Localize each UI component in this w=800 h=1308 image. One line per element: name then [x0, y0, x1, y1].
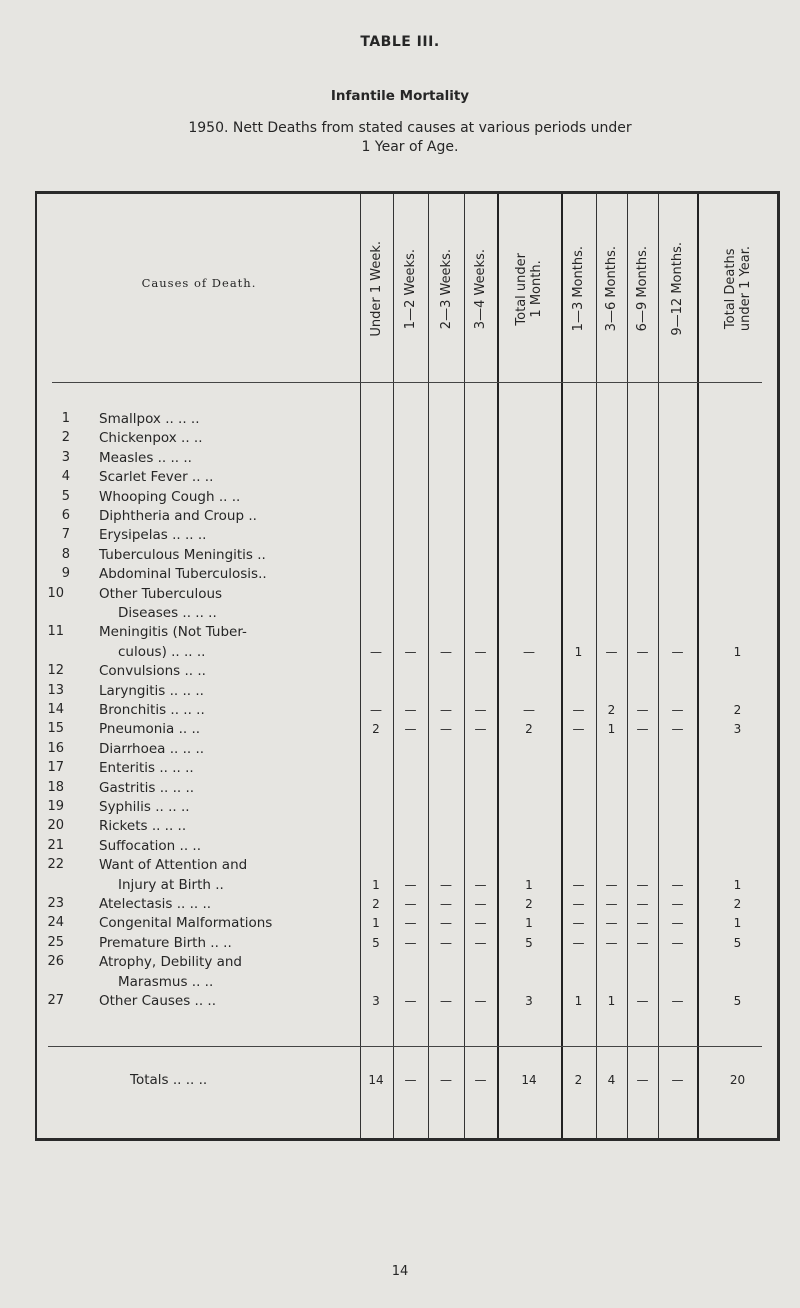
- value-cell: —: [440, 994, 452, 1008]
- value-cell: —: [440, 703, 452, 717]
- cause-label: Atrophy, Debility and: [99, 954, 242, 971]
- value-cell: —: [404, 916, 417, 931]
- value-cell: 5: [733, 994, 742, 1008]
- value-cell: —: [474, 644, 487, 659]
- value-cell: 2: [733, 897, 742, 911]
- value-cell: 3: [525, 994, 533, 1008]
- value-cell: 5: [733, 935, 742, 950]
- value-cell: 3: [733, 722, 742, 737]
- value-cell: 2: [372, 897, 380, 911]
- value-cell: —: [474, 897, 487, 911]
- value-cell: 1: [607, 994, 616, 1008]
- row-number: 5: [61, 488, 70, 504]
- value-cell: —: [572, 897, 585, 911]
- totals-rule: [48, 1046, 762, 1047]
- value-cell: —: [605, 877, 618, 892]
- value-cell: 1: [733, 916, 742, 931]
- value-cell: —: [474, 916, 487, 931]
- row-number: 10: [47, 585, 64, 601]
- causes-of-death-header: Causes of Death.: [141, 276, 257, 290]
- totals-cell: 14: [521, 1073, 537, 1087]
- cause-label: Pneumonia .. ..: [99, 721, 201, 738]
- cause-label: Diphtheria and Croup ..: [99, 508, 257, 524]
- value-cell: —: [636, 722, 649, 737]
- cause-label: Chickenpox .. ..: [99, 430, 203, 447]
- cause-label: Other Causes .. ..: [99, 993, 216, 1009]
- cause-label: Scarlet Fever .. ..: [99, 469, 214, 486]
- column-header-3: [428, 196, 464, 382]
- value-cell: 5: [372, 935, 380, 950]
- cause-label: Gastritis .. .. ..: [99, 779, 195, 796]
- value-cell: 5: [525, 935, 533, 950]
- table-intro: [80, 119, 740, 157]
- cause-label: Tuberculous Meningitis ..: [99, 546, 266, 563]
- value-cell: —: [404, 644, 417, 659]
- value-cell: —: [671, 722, 684, 737]
- totals-cell: 20: [729, 1073, 746, 1087]
- row-number: 24: [47, 915, 64, 931]
- totals-cell: —: [474, 1073, 487, 1087]
- column-header-6: [561, 196, 596, 382]
- row-number: 26: [47, 954, 64, 970]
- cause-label: Other Tuberculous: [99, 585, 223, 602]
- column-header-text: 6—9 Months.: [635, 246, 650, 332]
- row-number: 21: [47, 837, 64, 853]
- cause-label: Whooping Cough .. ..: [99, 488, 241, 505]
- value-cell: —: [636, 935, 649, 950]
- totals-cell: —: [440, 1073, 452, 1087]
- value-cell: —: [370, 644, 382, 659]
- intro-line-1: 1950. Nett Deaths from stated causes at various periods under: [188, 120, 632, 136]
- value-cell: —: [636, 916, 649, 931]
- value-cell: —: [440, 935, 452, 950]
- row-number: 4: [61, 469, 70, 485]
- value-cell: 1: [733, 877, 742, 892]
- value-cell: —: [474, 703, 487, 717]
- cause-label: Suffocation .. ..: [99, 837, 201, 854]
- totals-cell: 4: [607, 1073, 616, 1087]
- value-cell: 2: [607, 703, 616, 717]
- row-number: 16: [47, 740, 64, 756]
- value-cell: 1: [733, 644, 742, 659]
- cause-label: Want of Attention and: [99, 857, 248, 874]
- table-subtitle: Infantile Mortality: [330, 88, 470, 104]
- totals-cell: 14: [368, 1073, 384, 1087]
- row-number: 19: [47, 799, 64, 814]
- value-cell: 2: [372, 722, 380, 737]
- column-header-text: 9—12 Months.: [670, 242, 685, 336]
- totals-cell: —: [671, 1073, 684, 1087]
- cause-label: Laryngitis .. .. ..: [99, 682, 204, 699]
- value-cell: —: [572, 877, 585, 892]
- column-header-text: Under 1 Week.: [369, 241, 384, 337]
- row-number: 22: [47, 857, 64, 873]
- column-header-text: 2—3 Weeks.: [438, 248, 454, 330]
- value-cell: —: [636, 994, 649, 1008]
- row-number: 20: [47, 818, 64, 834]
- value-cell: —: [671, 877, 684, 892]
- row-number: 8: [61, 546, 70, 562]
- row-number: 27: [47, 993, 64, 1008]
- column-header-1: [360, 196, 393, 382]
- column-header-text: 1—3 Months.: [571, 246, 586, 332]
- cause-label: Erysipelas .. .. ..: [99, 527, 207, 544]
- column-header-text: 1—2 Weeks.: [403, 248, 418, 330]
- row-number: 14: [47, 702, 64, 717]
- value-cell: —: [440, 722, 452, 737]
- row-number: 12: [47, 663, 64, 679]
- cause-label: Rickets .. .. ..: [99, 818, 187, 835]
- value-cell: —: [572, 916, 585, 931]
- row-number: 25: [47, 934, 64, 950]
- row-number: 15: [47, 721, 64, 737]
- value-cell: 1: [574, 644, 583, 659]
- cause-label: Enteritis .. .. ..: [99, 760, 194, 777]
- row-number: 2: [61, 430, 70, 446]
- cause-label: Congenital Malformations: [99, 915, 273, 932]
- column-header-8: [627, 196, 658, 382]
- column-header-text: 3—6 Months.: [604, 246, 619, 332]
- value-cell: —: [671, 994, 684, 1008]
- value-cell: —: [671, 916, 684, 931]
- row-number: 7: [61, 527, 70, 543]
- value-cell: —: [523, 644, 535, 659]
- value-cell: —: [671, 897, 684, 911]
- value-cell: —: [404, 994, 417, 1008]
- row-number: 1: [61, 411, 70, 426]
- value-cell: —: [404, 722, 417, 737]
- column-header-text: 3—4 Weeks.: [473, 248, 488, 330]
- value-cell: —: [636, 877, 649, 892]
- totals-cell: —: [636, 1073, 649, 1087]
- value-cell: —: [671, 935, 684, 950]
- value-cell: —: [636, 644, 649, 659]
- value-cell: —: [572, 722, 585, 737]
- value-cell: —: [404, 703, 417, 717]
- value-cell: —: [474, 877, 487, 892]
- row-number: 13: [47, 682, 64, 698]
- cause-label: Abdominal Tuberculosis..: [99, 566, 267, 583]
- value-cell: —: [440, 644, 452, 659]
- value-cell: —: [636, 897, 649, 911]
- value-cell: —: [605, 935, 618, 950]
- value-cell: —: [605, 916, 618, 931]
- column-header-2: [393, 196, 428, 382]
- value-cell: 1: [525, 916, 533, 931]
- value-cell: —: [605, 897, 618, 911]
- row-number: 9: [61, 566, 70, 582]
- column-header-text: Total under 1 Month.: [514, 252, 544, 326]
- value-cell: —: [671, 644, 684, 659]
- row-number: 11: [47, 624, 64, 640]
- value-cell: —: [572, 935, 585, 950]
- column-header-9: [658, 196, 697, 382]
- row-number: 23: [47, 896, 64, 911]
- value-cell: —: [440, 877, 452, 892]
- value-cell: 1: [525, 877, 533, 892]
- value-cell: 1: [574, 994, 583, 1008]
- value-cell: 3: [372, 994, 380, 1008]
- column-header-5: [497, 196, 561, 382]
- value-cell: —: [440, 916, 452, 931]
- value-cell: —: [370, 703, 382, 717]
- value-cell: —: [671, 703, 684, 717]
- row-number: 6: [61, 508, 70, 523]
- value-cell: 1: [372, 916, 380, 931]
- value-cell: 1: [372, 877, 380, 892]
- intro-line-2: 1 Year of Age.: [361, 139, 459, 155]
- value-cell: —: [474, 722, 487, 737]
- header-rule: [52, 382, 762, 383]
- row-number: 18: [47, 779, 64, 795]
- totals-cell: 2: [574, 1073, 583, 1087]
- value-cell: —: [404, 877, 417, 892]
- cause-label: Diseases .. .. ..: [118, 605, 217, 621]
- column-header-text: Total Deaths under 1 Year.: [722, 246, 753, 332]
- row-number: 17: [47, 760, 64, 776]
- cause-label: Measles .. .. ..: [99, 449, 192, 466]
- value-cell: —: [523, 703, 535, 717]
- value-cell: 1: [607, 722, 616, 737]
- value-cell: 2: [525, 897, 533, 911]
- table-title: TABLE III.: [360, 34, 440, 50]
- row-number: 3: [61, 449, 70, 465]
- value-cell: —: [572, 703, 585, 717]
- value-cell: —: [474, 994, 487, 1008]
- column-header-10: [697, 196, 778, 382]
- cause-label: Bronchitis .. .. ..: [99, 702, 205, 718]
- cause-label: culous) .. .. ..: [118, 643, 206, 660]
- column-header-4: [464, 196, 497, 382]
- cause-label: Syphilis .. .. ..: [99, 799, 190, 815]
- value-cell: —: [404, 935, 417, 950]
- value-cell: —: [636, 703, 649, 717]
- page-number: 14: [391, 1264, 409, 1279]
- column-header-7: [596, 196, 627, 382]
- value-cell: 2: [733, 703, 742, 717]
- value-cell: —: [474, 935, 487, 950]
- value-cell: 2: [525, 722, 533, 737]
- value-cell: —: [605, 644, 618, 659]
- value-cell: —: [404, 897, 417, 911]
- cause-label: Convulsions .. ..: [99, 663, 206, 680]
- cause-label: Injury at Birth ..: [118, 876, 224, 893]
- cause-label: Marasmus .. ..: [118, 973, 214, 990]
- value-cell: —: [440, 897, 452, 911]
- cause-label: Smallpox .. .. ..: [99, 411, 200, 427]
- totals-label: Totals .. .. ..: [130, 1072, 208, 1088]
- totals-cell: —: [404, 1073, 417, 1087]
- cause-label: Premature Birth .. ..: [99, 934, 232, 951]
- cause-label: Atelectasis .. .. ..: [99, 896, 212, 912]
- cause-label: Diarrhoea .. .. ..: [99, 740, 205, 757]
- cause-label: Meningitis (Not Tuber-: [99, 624, 247, 641]
